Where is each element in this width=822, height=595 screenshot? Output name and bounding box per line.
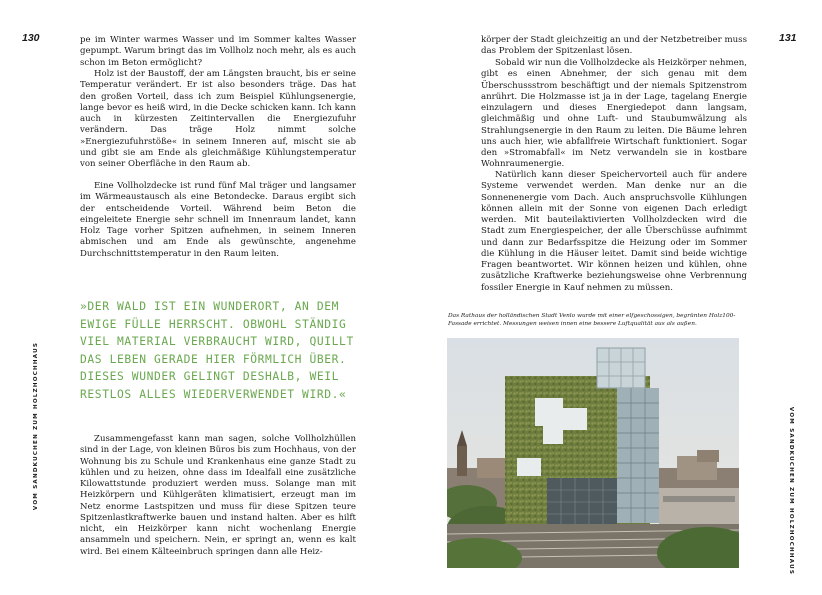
paragraph-right-2: Sobald wir nun die Vollholzdecke als Heizkörper nehmen, gibt es einen Abnehmer, der sich genau mit dem Überschussstrom beschäftigt und der niemals Spitzenstrom anrührt. Die Holzmasse ist ja in der Lage, tagelang Energie einzulagern und dieses Energiedepot dann langsam, gleichmäßig und ohne Luft- und Staubumwälzung als Strahlungsenergie in den Raum zu leiten. Die Bäume lehren uns auch hier, wie abfallfreie Wirtschaft funktioniert. Sogar den »Stromabfall« im Netz verwandeln sie in kostbare Wohnraumenergie. [481,58,747,170]
paragraph-left-1: pe im Winter warmes Wasser und im Sommer kaltes Wasser gepumpt. Warum bringt das im Vollholz noch mehr, als es auch schon im Beton ermöglicht? [80,35,356,68]
page-number-left: 130 [22,32,40,44]
pull-quote: »DER WALD IST EIN WUNDERORT, AN DEM EWIGE FÜLLE HERRSCHT. OBWOHL STÄNDIG VIEL MATERIAL VERBRAUCHT WIRD, QUILLT DAS LEBEN GERADE HIER FÖRMLICH ÜBER. DIESES WUNDER GELINGT DESHALB, WEIL RESTLOS ALLES WIEDERVERWENDET WIRD.« [80,300,354,401]
running-head-left: VOM SANDKUCHEN ZUM HOLZHOCHHAUS [33,341,39,511]
church-tower [457,446,467,476]
paragraph-left-2: Holz ist der Baustoff, der am Längsten braucht, bis er seine Temperatur verändert. Er ist also besonders träge. Das hat den großen Vorteil, dass ich zum Beispiel Kühlungsenergie, lange bevor es heiß wird, in die Decke schicken kann. Ich kann auch in kürzesten Zeitintervallen die Energiezufuhr verändern. Das träge Holz nimmt solche »Energiezufuhrstöße« in seinem Inneren auf, mischt sie ab und gibt sie am Ende als gleichmäßige Kühlungstemperatur von seiner Oberfläche in den Raum ab. [80,69,356,169]
page-number-right: 131 [779,32,797,44]
paragraph-left-4: Zusammengefasst kann man sagen, solche Vollholzhüllen sind in der Lage, von kleinen Büros bis zum Hochhaus, von der Wohnung bis zu Schule und Krankenhaus eine ganze Stadt zu kühlen und zu heizen, ohne dass im Idealfall eine zusätzliche Kilowattstunde produziert werden muss. Solange man mit Heizkörpern und Kühlgeräten klimatisiert, erzeugt man im Netz enorme Lastspitzen und muss für diese Spitzen teure Spitzenlastkraftwerke bauen und instand halten. Aber es hilft nicht, ein Heizkörper kann nicht wochenlang Energie ansammeln und speichern. Nein, er springt an, wenn es kalt wird. Bei einem Kälteeinbruch springen dann alle Heiz- [80,434,356,557]
paragraph-left-3: Eine Vollholzdecke ist rund fünf Mal träger und langsamer im Wärmeaustausch als eine Betondecke. Daraus ergibt sich der entscheidende Vorteil. Während beim Beton die eingeleitete Energie sehr schnell im Innenraum landet, kann Holz Tage vorher Spitzen aufnehmen, in seinem Inneren abmischen und am Ende als gewünschte, angenehme Durchschnittstemperatur in den Raum leiten. [80,181,356,259]
venlo-city-hall-photo [447,338,739,568]
running-head-right: VOM SANDKUCHEN ZUM HOLZHOCHHAUS [788,406,794,576]
paragraph-right-3: Natürlich kann dieser Speichervorteil auch für andere Systeme verwendet werden. Man denke nur an die Sonnenenergie vom Dach. Auch anspruchsvolle Kühlungen können allein mit der Sonne von eigenen Dach erledigt werden. Mit bauteilaktivierten Vollholzdecken wird die Stadt zum Energiespeicher, der alle Überschüsse aufnimmt und dann zur Bedarfsspitze die Heizung oder im Sommer die Kühlung in die Häuser leitet. Damit sind beide wichtige Fragen beantwortet. Wir können heizen und kühlen, ohne zusätzliche Kraftwerke beziehungsweise ohne Verbrennung fossiler Energie in Kauf nehmen zu müssen. [481,170,747,293]
glass-facade-side [617,388,659,523]
photo-caption: Das Rathaus der holländischen Stadt Venlo wurde mit einer elfgeschossigen, begrünten Holz100-Fassade errichtet. Messungen weisen innen eine bessere Luftqualität aus als außen. [448,313,736,327]
paragraph-right-1: körper der Stadt gleichzeitig an und der Netzbetreiber muss das Problem der Spitzenlast lösen. [481,35,747,57]
